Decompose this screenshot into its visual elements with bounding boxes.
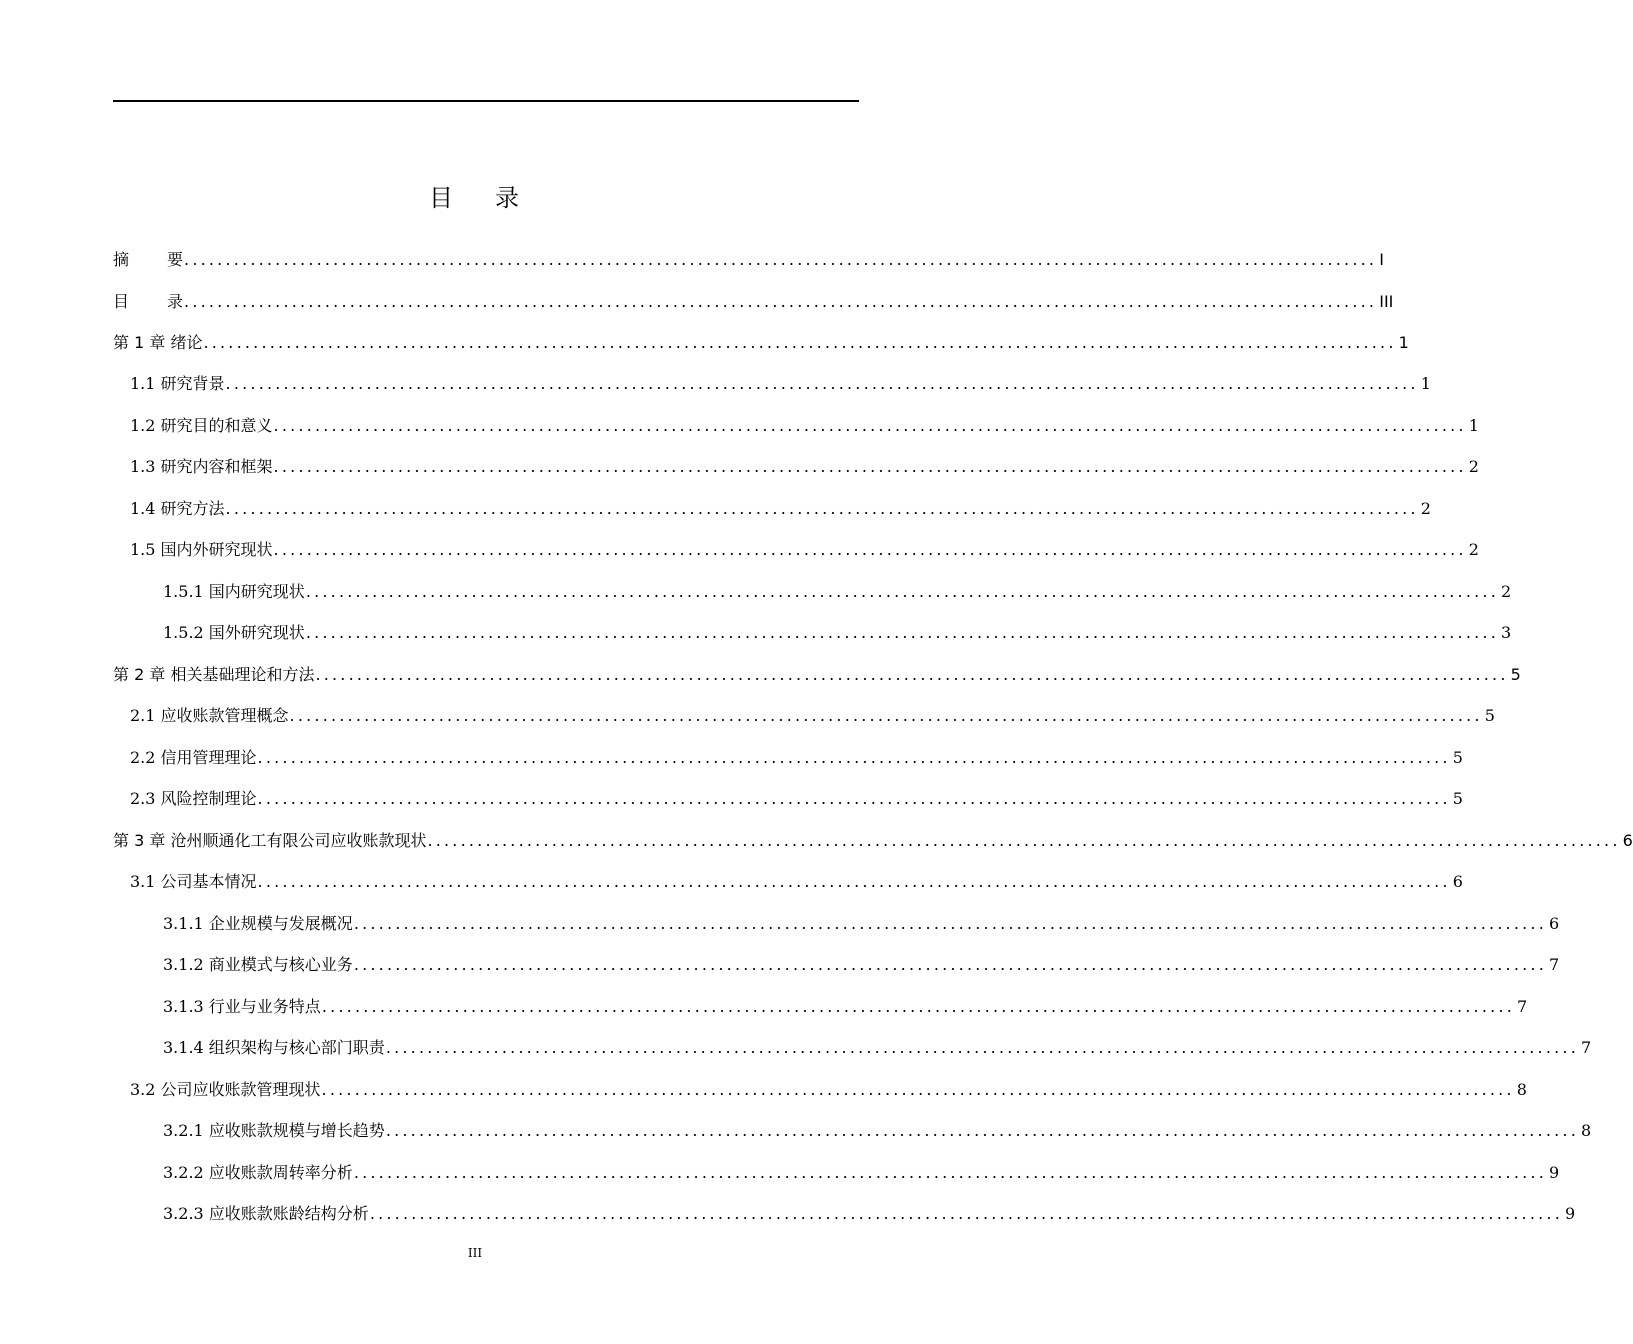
toc-leader-dots: ................................................................................................................................................ [273,540,1467,559]
toc-leader-dots: ................................................................................................................................................ [289,706,1483,725]
toc-entry-section[interactable] [130,497,1431,521]
toc-leader-dots: ................................................................................................................................................ [305,582,1499,601]
page-title-left: 目 [429,184,455,212]
toc-entry-subsection[interactable] [163,1202,1576,1226]
toc-entry-page: 9 [1565,1204,1576,1223]
toc-entry-subsection[interactable] [163,912,1560,936]
toc-entry-section[interactable] [130,1078,1527,1102]
toc-entry-label: 1.5 国内外研究现状 [130,540,273,559]
toc-leader-dots: ................................................................................................................................................ [273,416,1467,435]
toc-entry-label: 摘 要 [113,250,184,269]
toc-entry-chapter-1[interactable] [113,331,1409,355]
toc-leader-dots: ................................................................................................................................................ [427,831,1621,850]
toc-entry-page: 5 [1452,748,1463,767]
toc-entry-section[interactable] [130,704,1495,728]
toc-entry-section[interactable] [130,455,1479,479]
toc-entry-page: 1 [1468,416,1479,435]
toc-leader-dots: ................................................................................................................................................ [385,1121,1579,1140]
toc-entry-subsection[interactable] [163,1036,1592,1060]
toc-entry-subsection[interactable] [163,995,1528,1019]
toc-entry-label: 1.2 研究目的和意义 [130,416,273,435]
toc-entry-page: 6 [1549,914,1560,933]
toc-entry-page: 5 [1452,789,1463,808]
toc-entry-page: 3 [1501,623,1512,642]
toc-entry-label: 3.1 公司基本情况 [130,872,257,891]
toc-entry-label: 1.1 研究背景 [130,374,225,393]
toc-entry-label: 2.3 风险控制理论 [130,789,257,808]
toc-entry-label: 第 2 章 相关基础理论和方法 [113,665,315,684]
toc-entry-chapter-3[interactable] [113,829,1633,853]
toc-entry-subsection[interactable] [163,621,1512,645]
toc-leader-dots: ................................................................................................................................................ [225,374,1419,393]
toc-leader-dots: ................................................................................................................................................ [353,1163,1547,1182]
toc-entry-label: 3.2.2 应收账款周转率分析 [163,1163,353,1182]
toc-entry-label: 2.1 应收账款管理概念 [130,706,289,725]
toc-entry-page: 2 [1468,540,1479,559]
toc-entry-page: III [1379,292,1394,311]
toc-entry-subsection[interactable] [163,953,1560,977]
toc-leader-dots: ................................................................................................................................................ [225,499,1419,518]
toc-entry-label: 1.3 研究内容和框架 [130,457,273,476]
toc-entry-page: 2 [1420,499,1431,518]
toc-entry-abstract[interactable] [113,248,1384,272]
toc-entry-page: I [1379,250,1384,269]
toc-entry-label: 3.2.3 应收账款账龄结构分析 [163,1204,369,1223]
toc-leader-dots: ................................................................................................................................................ [353,914,1547,933]
toc-entry-page: 6 [1452,872,1463,891]
toc-leader-dots: ................................................................................................................................................ [184,250,1378,269]
toc-entry-label: 3.2 公司应收账款管理现状 [130,1080,321,1099]
toc-entry-page: 1 [1398,333,1409,352]
toc-leader-dots: ................................................................................................................................................ [257,872,1451,891]
toc-entry-contents[interactable] [113,290,1394,314]
toc-entry-section[interactable] [130,414,1479,438]
toc-entry-label: 1.5.1 国内研究现状 [163,582,305,601]
toc-entry-page: 5 [1484,706,1495,725]
toc-entry-label: 1.4 研究方法 [130,499,225,518]
toc-entry-page: 1 [1420,374,1431,393]
toc-entry-page: 7 [1581,1038,1592,1057]
toc-entry-section[interactable] [130,746,1463,770]
toc-entry-label: 目 录 [113,292,184,311]
toc-entry-section[interactable] [130,538,1479,562]
toc-entry-page: 2 [1468,457,1479,476]
toc-entry-page: 2 [1501,582,1512,601]
toc-entry-chapter-2[interactable] [113,663,1521,687]
toc-entry-page: 6 [1622,831,1633,850]
toc-leader-dots: ................................................................................................................................................ [369,1204,1563,1223]
toc-entry-page: 9 [1549,1163,1560,1182]
toc-leader-dots: ................................................................................................................................................ [257,748,1451,767]
toc-leader-dots: ................................................................................................................................................ [353,955,1547,974]
toc-leader-dots: ................................................................................................................................................ [315,665,1509,684]
toc-entry-page: 5 [1510,665,1521,684]
toc-entry-subsection[interactable] [163,1119,1592,1143]
toc-entry-label: 第 1 章 绪论 [113,333,203,352]
toc-entry-section[interactable] [130,372,1431,396]
toc-entry-label: 3.1.4 组织架构与核心部门职责 [163,1038,385,1057]
toc-entry-section[interactable] [130,870,1463,894]
toc-entry-label: 1.5.2 国外研究现状 [163,623,305,642]
toc-entry-page: 8 [1581,1121,1592,1140]
toc-leader-dots: ................................................................................................................................................ [385,1038,1579,1057]
toc-leader-dots: ................................................................................................................................................ [273,457,1467,476]
toc-entry-label: 3.2.1 应收账款规模与增长趋势 [163,1121,385,1140]
toc-leader-dots: ................................................................................................................................................ [203,333,1397,352]
toc-leader-dots: ................................................................................................................................................ [321,997,1515,1016]
toc-entry-label: 3.1.3 行业与业务特点 [163,997,321,1016]
toc-entry-page: 7 [1517,997,1528,1016]
toc-leader-dots: ................................................................................................................................................ [257,789,1451,808]
toc-leader-dots: ................................................................................................................................................ [184,292,1378,311]
toc-entry-label: 2.2 信用管理理论 [130,748,257,767]
toc-entry-subsection[interactable] [163,580,1512,604]
toc-entry-label: 3.1.2 商业模式与核心业务 [163,955,353,974]
toc-entry-label: 3.1.1 企业规模与发展概况 [163,914,353,933]
toc-entry-section[interactable] [130,787,1463,811]
toc-entry-page: 7 [1549,955,1560,974]
toc-leader-dots: ................................................................................................................................................ [305,623,1499,642]
toc-entry-page: 8 [1516,1080,1527,1099]
footer-page-number: III [467,1246,483,1260]
toc-leader-dots: ................................................................................................................................................ [321,1080,1515,1099]
toc-entry-subsection[interactable] [163,1161,1560,1185]
page-title-right: 录 [495,184,521,212]
toc-entry-label: 第 3 章 沧州顺通化工有限公司应收账款现状 [113,831,427,850]
